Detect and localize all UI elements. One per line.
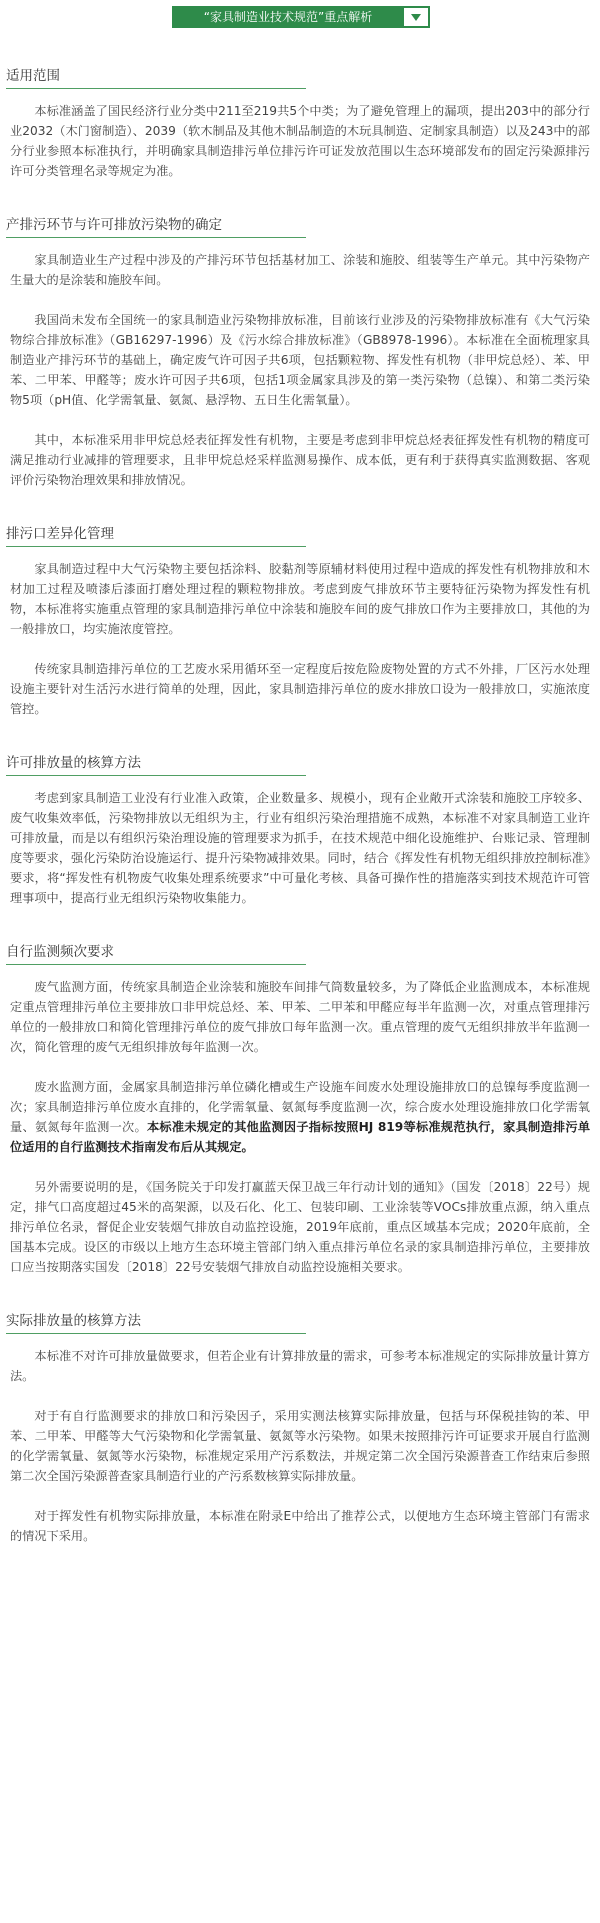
section-pollutants <box>0 213 600 490</box>
paragraph: 另外需要说明的是，《国务院关于印发打赢蓝天保卫战三年行动计划的通知》（国发〔2018〕22号）规定，排气口高度超过45米的高架源，以及石化、化工、包装印刷、工业涂装等VOCs排放重点源，纳入重点排污单位名录，督促企业安装烟气排放自动监控设施，2019年底前，重点区域基本完成；2020年底前，全国基本完成。设区的市级以上地方生态环境主管部门纳入重点排污单位名录的家具制造排污单位，主要排放口应当按期落实国发〔2018〕22号安装烟气排放自动监控设施相关要求。 <box>10 1180 590 1274</box>
paragraph: 家具制造业生产过程中涉及的产排污环节包括基材加工、涂装和施胶、组装等生产单元。其中污染物产生量大的是涂装和施胶车间。 <box>10 253 590 287</box>
section-heading: 适用范围 <box>6 64 306 89</box>
section-monitoring-frequency <box>0 940 600 1277</box>
paragraph: 本标准涵盖了国民经济行业分类中211至219共5个中类；为了避免管理上的漏项，提出203中的部分行业2032（木门窗制造）、2039（软木制品及其他木制品制造的木玩具制造、定制家具制造）以及243中的部分行业参照本标准执行，并明确家具制造排污单位排污许可证发放范围以生态环境部发布的固定污染源排污许可分类管理名录等规定为准。 <box>10 104 590 178</box>
paragraph: 对于挥发性有机物实际排放量，本标准在附录E中给出了推荐公式，以便地方生态环境主管部门有需求的情况下采用。 <box>10 1509 590 1543</box>
paragraph: 考虑到家具制造工业没有行业准入政策，企业数量多、规模小，现有企业敞开式涂装和施胶工序较多、废气收集效率低，污染物排放以无组织为主，行业有组织污染治理措施不成熟，本标准不对家具制造工业许可排放量，而是以有组织污染治理设施的管理要求为抓手，在技术规范中细化设施维护、台账记录、管理制度等要求，强化污染防治设施运行、提升污染物减排效果。同时，结合《挥发性有机物无组织排放控制标准》要求，将“挥发性有机物废气收集处理系统要求”中可量化考核、具备可操作性的措施落实到技术规范许可管理事项中，提高行业无组织污染物收集能力。 <box>10 791 590 905</box>
expand-button[interactable] <box>404 8 428 26</box>
section-heading: 许可排放量的核算方法 <box>6 751 306 776</box>
section-actual-emissions <box>0 1309 600 1546</box>
banner-title: “家具制造业技术规范”重点解析 <box>203 10 373 24</box>
water-monitoring-bold-text: 本标准未规定的其他监测因子指标按照HJ 819等标准规范执行，家具制造排污单位适用的自行监测技术指南发布后从其规定。 <box>10 1120 591 1154</box>
paragraph: 废气监测方面，传统家具制造企业涂装和施胶车间排气筒数量较多，为了降低企业监测成本，本标准规定重点管理排污单位主要排放口非甲烷总烃、苯、甲苯、二甲苯和甲醛应每半年监测一次，对重点管理排污单位的一般排放口和简化管理排污单位的废气排放口每年监测一次。重点管理的废气无组织排放半年监测一次，简化管理的废气无组织排放每年监测一次。 <box>10 980 590 1054</box>
paragraph: 本标准不对许可排放量做要求，但若企业有计算排放量的需求，可参考本标准规定的实际排放量计算方法。 <box>10 1349 590 1383</box>
header-banner <box>172 6 430 28</box>
paragraph: 其中，本标准采用非甲烷总烃表征挥发性有机物，主要是考虑到非甲烷总烃表征挥发性有机物的精度可满足推动行业减排的管理要求，且非甲烷总烃采样监测易操作、成本低，更有利于获得真实监测数据、客观评价污染物治理效果和排放情况。 <box>10 433 590 487</box>
paragraph: 我国尚未发布全国统一的家具制造业污染物排放标准，目前该行业涉及的污染物排放标准有《大气污染物综合排放标准》（GB16297-1996）及《污水综合排放标准》（GB8978-1996）。本标准在全面梳理家具制造业产排污环节的基础上，确定废气许可因子共6项，包括颗粒物、挥发性有机物（非甲烷总烃）、苯、甲苯、二甲苯、甲醛等；废水许可因子共6项，包括1项金属家具涉及的第一类污染物（总镍）、和第二类污染物5项（pH值、化学需氧量、氨氮、悬浮物、五日生化需氧量）。 <box>10 313 590 407</box>
paragraph: 对于有自行监测要求的排放口和污染因子，采用实测法核算实际排放量，包括与环保税挂钩的苯、甲苯、二甲苯、甲醛等大气污染物和化学需氧量、氨氮等水污染物。如果未按照排污许可证要求开展自行监测的化学需氧量、氨氮等水污染物，标准规定采用产污系数法，并规定第二次全国污染源普查工作结束后参照第二次全国污染源普查家具制造行业的产污系数核算实际排放量。 <box>10 1409 590 1483</box>
paragraph-water-monitoring <box>10 1077 590 1157</box>
section-heading: 排污口差异化管理 <box>6 522 306 547</box>
paragraph: 家具制造过程中大气污染物主要包括涂料、胶黏剂等原辅材料使用过程中造成的挥发性有机物排放和木材加工过程及喷漆后漆面打磨处理过程的颗粒物排放。考虑到废气排放环节主要特征污染物为挥发性有机物，本标准将实施重点管理的家具制造排污单位中涂装和施胶车间的废气排放口作为主要排放口，其他的为一般排放口，均实施浓度管控。 <box>10 562 590 636</box>
section-heading: 实际排放量的核算方法 <box>6 1309 306 1334</box>
paragraph: 传统家具制造排污单位的工艺废水采用循环至一定程度后按危险废物处置的方式不外排，厂区污水处理设施主要针对生活污水进行简单的处理，因此，家具制造排污单位的废水排放口设为一般排放口，实施浓度管控。 <box>10 662 590 716</box>
section-heading: 产排污环节与许可排放污染物的确定 <box>6 213 306 238</box>
section-outlet-management <box>0 522 600 719</box>
article-body <box>0 64 600 1546</box>
water-monitoring-text: 废水监测方面，金属家具制造排污单位磷化槽或生产设施车间废水处理设施排放口的总镍每季度监测一次；家具制造排污单位废水直排的，化学需氧量、氨氮每季度监测一次，综合废水处理设施排放口化学需氧量、氨氮每年监测一次。 <box>10 1080 590 1134</box>
section-scope <box>0 64 600 181</box>
section-heading: 自行监测频次要求 <box>6 940 306 965</box>
chevron-down-icon <box>411 14 421 21</box>
section-permitted-emissions <box>0 751 600 908</box>
